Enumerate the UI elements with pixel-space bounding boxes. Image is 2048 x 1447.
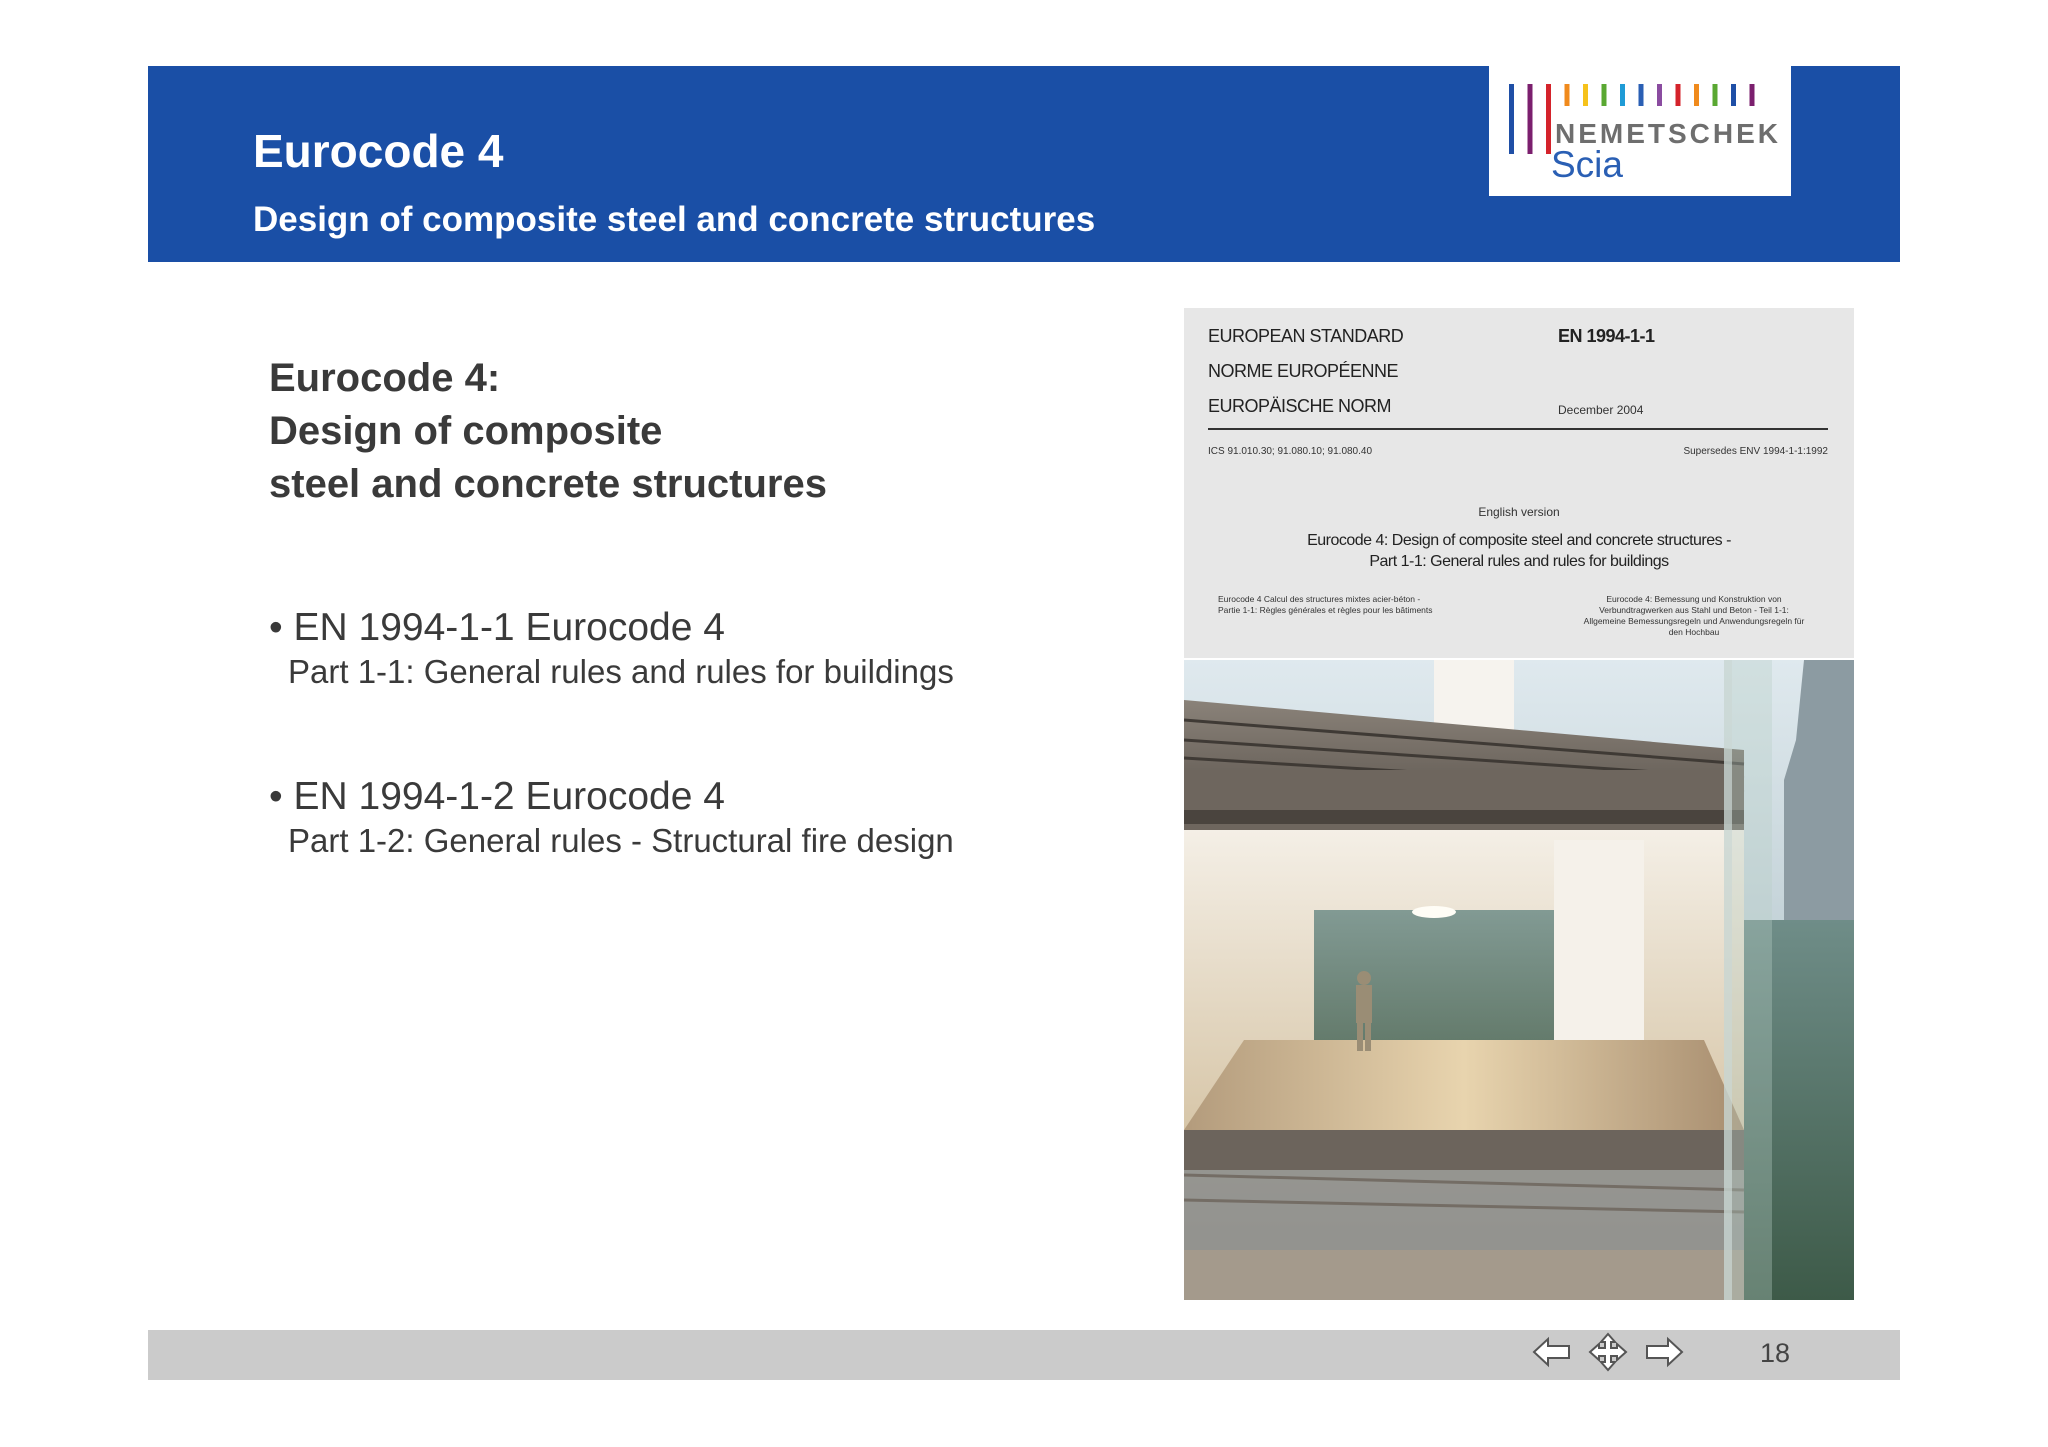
cover-french-line: Eurocode 4 Calcul des structures mixtes acier-béton - [1218,594,1421,604]
logo-bar [1620,84,1625,106]
office-floor [1184,1040,1744,1130]
logo-bar [1731,84,1736,106]
lower-slab [1184,1170,1744,1250]
previous-arrow-icon[interactable] [1532,1334,1572,1370]
content-heading [269,352,827,511]
logo-bar [1583,84,1588,106]
cover-german-title [1554,594,1834,638]
cover-supersedes: Supersedes ENV 1994-1-1:1992 [1683,446,1828,457]
building-section-render [1184,660,1854,1300]
cover-date: December 2004 [1558,403,1644,417]
cover-standard-number: EN 1994-1-1 [1558,326,1655,346]
logo-bar [1509,84,1514,154]
logo-bar [1565,84,1570,106]
logo-bar [1602,84,1607,106]
logo-bar [1528,84,1533,154]
cover-divider [1208,428,1828,430]
move-navigator-icon[interactable] [1586,1332,1630,1372]
page-number: 18 [1760,1338,1791,1368]
bullet-item-en-1994-1-2: • EN 1994-1-2 Eurocode 4 [269,775,725,818]
nemetschek-scia-logo [1489,66,1791,196]
slide-subtitle: Design of composite steel and concrete structures [253,200,1096,239]
cover-german-line: Verbundtragwerken aus Stahl und Beton - Teil 1-1: [1599,605,1789,615]
heading-line: Eurocode 4: [269,356,501,400]
cover-std-fr: NORME EUROPÉENNE [1208,361,1399,381]
cover-ics: ICS 91.010.30; 91.080.10; 91.080.40 [1208,446,1373,457]
cover-german-line: Allgemeine Bemessungsregeln und Anwendungsregeln für [1583,616,1805,626]
next-arrow-icon[interactable] [1644,1334,1684,1370]
cover-french-line: Partie 1-1: Règles générales et règles pour les bâtiments [1218,605,1433,615]
heading-line: Design of composite [269,409,663,453]
bullet-item-en-1994-1-1: • EN 1994-1-1 Eurocode 4 [269,606,725,649]
logo-bar [1694,84,1699,106]
bullet-item-description: Part 1-2: General rules - Structural fire design [288,822,954,859]
slide-title: Eurocode 4 [253,125,504,177]
logo-bar [1750,84,1755,106]
logo-bar [1639,84,1644,106]
logo-bar [1713,84,1718,106]
logo-brand-text: NEMETSCHEK [1555,118,1782,149]
logo-bar [1676,84,1681,106]
bullet-item-description: Part 1-1: General rules and rules for buildings [288,653,954,690]
standard-cover-page [1184,308,1854,658]
heading-line: steel and concrete structures [269,462,827,506]
logo-bar [1657,84,1662,106]
cover-title-line2: Part 1-1: General rules and rules for buildings [1369,553,1669,570]
cover-german-line: den Hochbau [1668,627,1720,637]
cover-std-en: EUROPEAN STANDARD [1208,326,1404,346]
cover-french-title [1218,594,1518,616]
cover-version: English version [1478,505,1560,519]
cover-std-de: EUROPÄISCHE NORM [1208,396,1392,416]
logo-product-text: Scia [1551,144,1623,185]
cover-german-line: Eurocode 4: Bemessung und Konstruktion von [1606,594,1782,604]
slide-footer [148,1330,1900,1380]
cover-title-line1: Eurocode 4: Design of composite steel and concrete structures - [1307,532,1731,549]
